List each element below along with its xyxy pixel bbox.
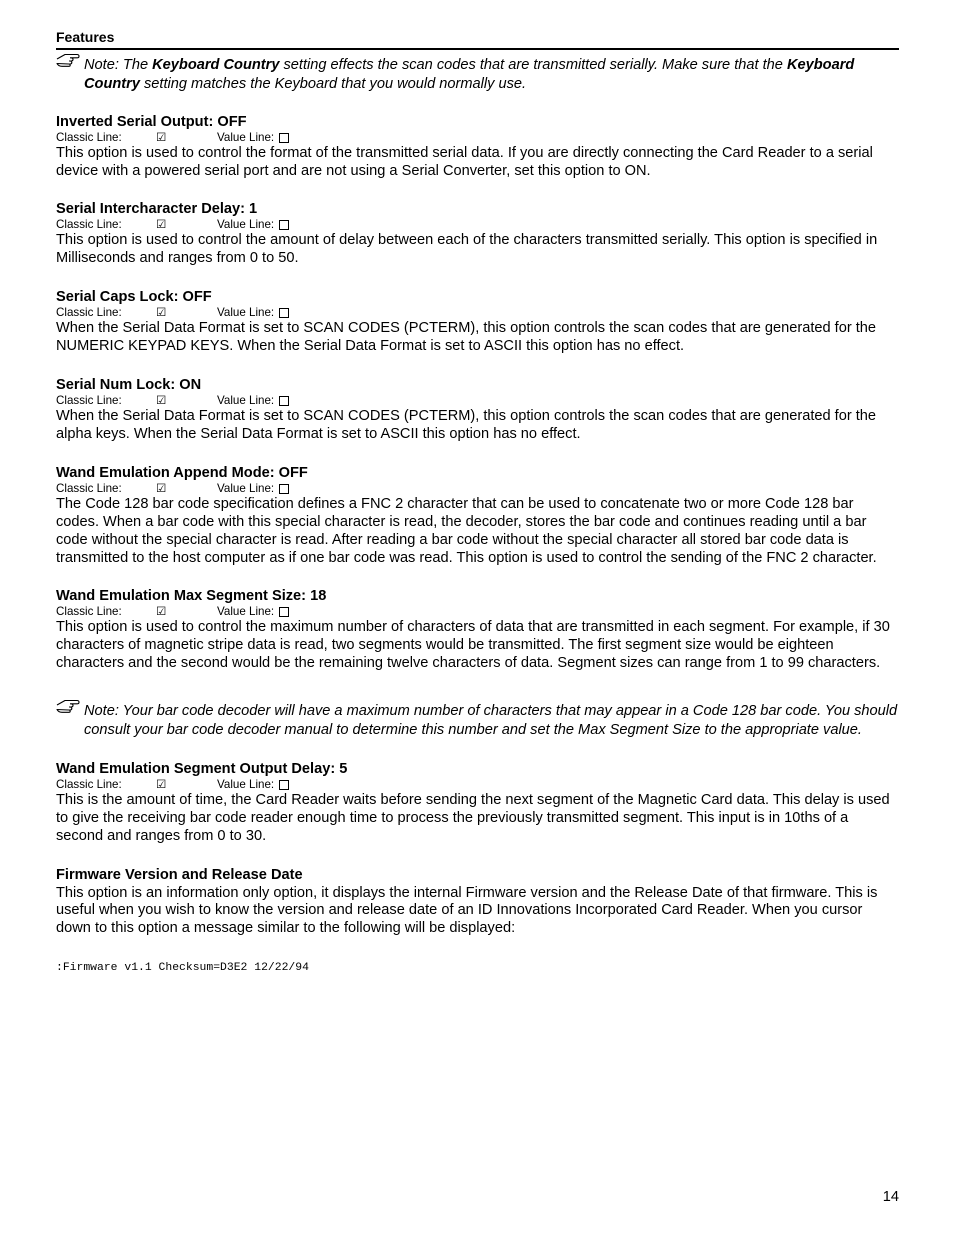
line-compatibility: [56, 393, 899, 408]
option-title: Serial Caps Lock: OFF: [56, 289, 212, 306]
option-title: Wand Emulation Segment Output Delay: 5: [56, 760, 348, 777]
option-title: Serial Num Lock: ON: [56, 377, 202, 394]
option-description: This option is used to control the amount of delay between each of the characters transmitted serially. This option is specified in Milliseconds and ranges from 0 to 50.: [56, 232, 878, 267]
pointing-hand-icon: [56, 697, 80, 713]
value-line-label: Value Line:: [217, 130, 275, 144]
classic-line-label: Classic Line:: [56, 605, 122, 619]
page-number: 14: [882, 1189, 899, 1205]
option-section: [56, 465, 899, 568]
option-title: Wand Emulation Max Segment Size: 18: [56, 588, 327, 605]
option-section: [56, 867, 899, 939]
line-compatibility: [56, 777, 899, 792]
option-section: [56, 588, 899, 673]
option-description: This option is an information only option, it displays the internal Firmware version and the Release Date of that firmware. This is useful when you wish to know the version and release date of an ID Innovations Incorporated Card Reader. When you cursor down to this option a message similar to the following will be displayed:: [56, 884, 878, 937]
note-text: Note: Your bar code decoder will have a maximum number of characters that may appear in a Code 128 bar code. You should consult your bar code decoder manual to determine this number and set the Max Segment Size to the appropriate value.: [84, 703, 898, 738]
option-section: [56, 761, 899, 846]
option-title: Serial Intercharacter Delay: 1: [56, 201, 258, 218]
option-description: When the Serial Data Format is set to SCAN CODES (PCTERM), this option controls the scan codes that are generated for the NUMERIC KEYPAD KEYS. When the Serial Data Format is set to ASCII this option has no effect.: [56, 320, 877, 355]
option-description: This option is used to control the format of the transmitted serial data. If you are directly connecting the Card Reader to a serial device with a powered serial port and are not using a Serial Converter, set this option to ON.: [56, 144, 873, 179]
line-compatibility: [56, 217, 899, 232]
option-description: The Code 128 bar code specification defines a FNC 2 character that can be used to concatenate two or more Code 128 bar codes. When a bar code with this special character is read, the decoder, stores the bar code and continues reading until a bar code without the special character is read. After reading a bar code without the special character all stored bar code data is transmitted to the host computer as if one bar code was read. This option is used to control the sending of the FNC 2 character.: [56, 495, 877, 566]
note-text: Note: The: [84, 57, 153, 73]
value-line-label: Value Line:: [217, 306, 275, 320]
option-description: When the Serial Data Format is set to SCAN CODES (PCTERM), this option controls the scan codes that are generated for the alpha keys. When the Serial Data Format is set to ASCII this option has no effect.: [56, 408, 877, 442]
pointing-hand-icon: [56, 51, 80, 67]
classic-line-label: Classic Line:: [56, 306, 122, 320]
checkbox-empty-icon: [279, 396, 289, 406]
option-description: This is the amount of time, the Card Reader waits before sending the next segment of the Magnetic Card data. This delay is used to give the receiving bar code reader enough time to process the previously transmitted segment. This input is in 10ths of a second and ranges from 0 to 30.: [56, 791, 890, 844]
checkbox-checked-icon: ☑: [156, 130, 167, 144]
section-header: [56, 29, 899, 50]
note-bold-term: Keyboard Country: [152, 57, 280, 73]
classic-line-label: Classic Line:: [56, 394, 122, 408]
line-compatibility: [56, 130, 899, 145]
value-line-label: Value Line:: [217, 605, 275, 619]
document-body: [56, 56, 899, 975]
classic-line-label: Classic Line:: [56, 218, 122, 232]
classic-line-label: Classic Line:: [56, 481, 122, 495]
header-rule: [56, 48, 899, 50]
option-title: Firmware Version and Release Date: [56, 866, 303, 883]
checkbox-empty-icon: [279, 220, 289, 230]
option-section: [56, 289, 899, 356]
value-line-label: Value Line:: [217, 481, 275, 495]
section-title: Features: [56, 29, 115, 45]
checkbox-checked-icon: ☑: [156, 605, 167, 619]
checkbox-empty-icon: [279, 484, 289, 494]
classic-line-label: Classic Line:: [56, 130, 122, 144]
option-section: [56, 201, 899, 268]
checkbox-empty-icon: [279, 780, 289, 790]
line-compatibility: [56, 604, 899, 619]
value-line-label: Value Line:: [217, 777, 275, 791]
checkbox-checked-icon: ☑: [156, 394, 167, 408]
document-page: [56, 0, 899, 1235]
note-text: setting effects the scan codes that are transmitted serially. Make sure that the: [279, 57, 787, 73]
option-title: Inverted Serial Output: OFF: [56, 113, 247, 130]
checkbox-checked-icon: ☑: [156, 777, 167, 791]
line-compatibility: [56, 305, 899, 320]
checkbox-empty-icon: [279, 133, 289, 143]
classic-line-label: Classic Line:: [56, 777, 122, 791]
note-text: setting matches the Keyboard that you would normally use.: [139, 75, 527, 92]
value-line-label: Value Line:: [217, 218, 275, 232]
checkbox-empty-icon: [279, 607, 289, 617]
checkbox-checked-icon: ☑: [156, 218, 167, 232]
line-compatibility: [56, 481, 899, 496]
option-section: [56, 114, 899, 181]
note-max-segment: [56, 702, 899, 740]
checkbox-checked-icon: ☑: [156, 481, 167, 495]
option-title: Wand Emulation Append Mode: OFF: [56, 464, 308, 481]
option-description: This option is used to control the maximum number of characters of data that are transmitted in each segment. For example, if 30 characters of magnetic stripe data is read, two segments would be transmitted. The first segment size would be eighteen characters and the second would be the remaining twelve characters of data. Segment sizes can range from 1 to 99 characters.: [56, 619, 890, 672]
firmware-example-output: :Firmware v1.1 Checksum=D3E2 12/22/94: [56, 962, 309, 975]
note-bold-term: Keyboard Country: [84, 57, 855, 92]
note-keyboard-country: [56, 56, 899, 94]
checkbox-empty-icon: [279, 308, 289, 318]
value-line-label: Value Line:: [217, 394, 275, 408]
option-section: [56, 377, 899, 444]
checkbox-checked-icon: ☑: [156, 306, 167, 320]
